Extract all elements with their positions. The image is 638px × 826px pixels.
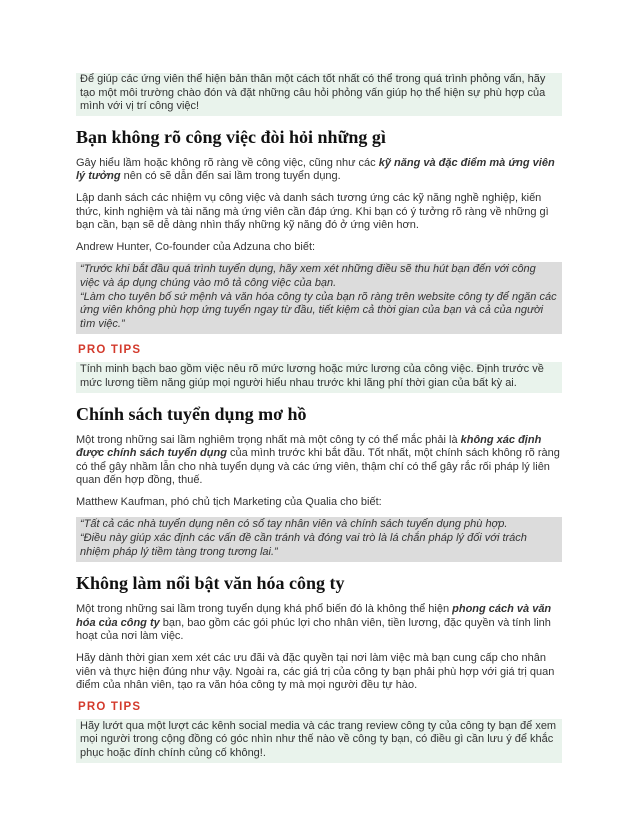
section-heading-unclear-job: Bạn không rõ công việc đòi hỏi những gì: [76, 126, 386, 147]
text-run: nên có sẽ dẫn đến sai lầm trong tuyển dụng.: [120, 170, 341, 183]
quote-box: [76, 262, 562, 334]
quote-line: “Trước khi bắt đầu quá trình tuyển dụng, hãy xem xét những điều sẽ thu hút bạn đến với công việc và áp dụng chúng vào mô tả công việc của bạn.: [80, 263, 536, 289]
section2-attribution: Matthew Kaufman, phó chủ tịch Marketing của Qualia cho biết:: [76, 495, 382, 508]
pro-tips-box: [76, 362, 562, 392]
pro-tips-box: [76, 719, 562, 763]
text-run: Một trong những sai lầm nghiêm trọng nhất mà một công ty có thể mắc phải là: [76, 433, 461, 446]
section-heading-company-culture: Không làm nổi bật văn hóa công ty: [76, 573, 345, 594]
quote-box: [76, 517, 562, 562]
section1-paragraph-1: [76, 157, 562, 184]
pro-tips-label: PRO TIPS: [78, 344, 142, 357]
pro-tips-text: Hãy lướt qua một lượt các kênh social media và các trang review công ty của công ty bạn để xem mọi người trong cộng đồng có góc nhìn như thế nào về công ty bạn, có điều gì cần lưu ý để khắc phục hoặc đính chính củng cố không!.: [80, 719, 557, 759]
quote-line: “Làm cho tuyên bố sứ mệnh và văn hóa công ty của bạn rõ ràng trên website công ty để ngăn các ứng viên không phù hợp ứng tuyển ngay từ đầu, tiết kiệm cả thời gian của bạn và cả của người tìm việc.”: [80, 290, 557, 330]
section-heading-vague-policy: Chính sách tuyển dụng mơ hồ: [76, 403, 307, 424]
quote-line: “Điều này giúp xác định các vấn đề cần tránh và đóng vai trò là lá chắn pháp lý đối với trách nhiệm pháp lý tiềm tàng trong tương lai.”: [80, 532, 527, 558]
emphasis-text: kỹ năng và đặc điểm mà ứng viên lý tưởng: [76, 156, 555, 183]
pro-tips-text: Tính minh bạch bao gồm việc nêu rõ mức lương hoặc mức lương của công việc. Định trước về mức lương tiềm năng giúp mọi người hiểu nhau trước khi lãng phí thời gian của bất kỳ ai.: [80, 363, 544, 389]
intro-box: [76, 73, 562, 116]
quote-line: “Tất cả các nhà tuyển dụng nên có sổ tay nhân viên và chính sách tuyển dụng phù hợp.: [80, 518, 508, 531]
section1-attribution: Andrew Hunter, Co-founder của Adzuna cho biết:: [76, 240, 316, 253]
text-run: của mình trước khi bắt đầu. Tốt nhất, một chính sách không rõ ràng có thể gây nhầm lẫn cho nhà tuyển dụng và các ứng viên, thậm chí có thể gây rắc rối pháp lý liên quan đến hợp đồng, thuế.: [76, 447, 560, 487]
text-run: bạn, bao gồm các gói phúc lợi cho nhân viên, tiền lương, đặc quyền và tính linh hoạt của nơi làm việc.: [76, 616, 551, 643]
section3-paragraph-1: [76, 603, 562, 644]
section3-paragraph-2: Hãy dành thời gian xem xét các ưu đãi và đặc quyền tại nơi làm việc mà bạn cung cấp cho nhân viên và thực hiện đúng như vậy. Ngoài ra, các giá trị của công ty bạn phải phù hợp với giá trị quan điểm của nhân viên, tạo ra văn hóa công ty mà mọi người đều tự hào.: [76, 652, 555, 692]
section2-paragraph-1: [76, 434, 562, 488]
intro-text: Để giúp các ứng viên thể hiện bản thân một cách tốt nhất có thể trong quá trình phỏng vấn, hãy tạo một môi trường chào đón và đặt những câu hỏi phỏng vấn giúp họ thể hiện sự phù hợp của mình với vị trí công việc!: [80, 73, 546, 113]
section1-paragraph-2: Lập danh sách các nhiệm vụ công việc và danh sách tương ứng các kỹ năng nghề nghiệp, kiến thức, kinh nghiệm và tài năng mà ứng viên cần đáp ứng. Khi bạn có ý tưởng rõ ràng về những gì bạn cần, bạn sẽ dễ dàng nhìn thấy những kỹ năng đó ở ứng viên hơn.: [76, 191, 549, 232]
text-run: Gây hiểu lầm hoặc không rõ ràng về công việc, cũng như các: [76, 156, 379, 169]
emphasis-text: không xác định được chính sách tuyển dụng: [76, 433, 542, 460]
pro-tips-label: PRO TIPS: [78, 700, 142, 713]
text-run: Một trong những sai lầm trong tuyển dụng khá phổ biến đó là không thể hiện: [76, 603, 453, 616]
emphasis-text: phong cách và văn hóa của công ty: [76, 603, 552, 629]
